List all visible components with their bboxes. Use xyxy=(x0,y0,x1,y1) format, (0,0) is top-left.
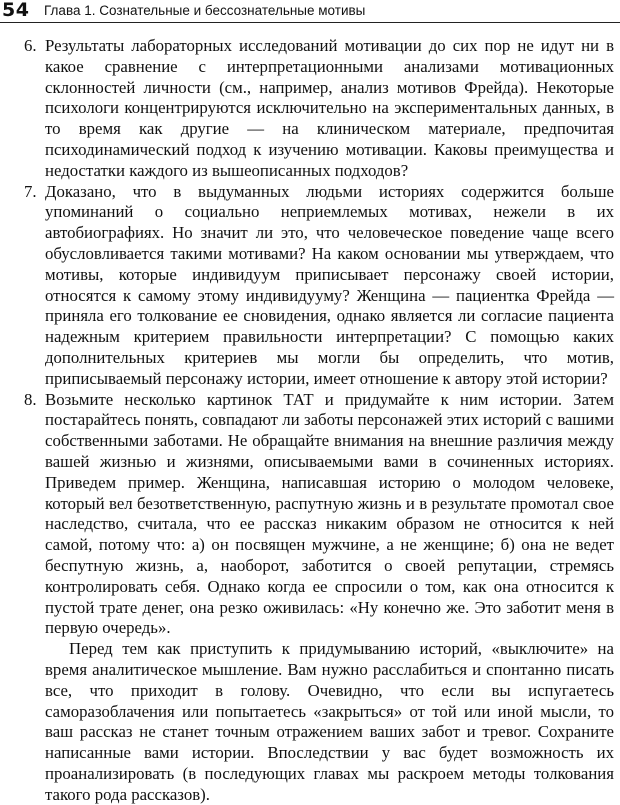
list-item-8 xyxy=(0,390,620,640)
paragraph-text: Перед тем как приступить к придумыванию историй, «выключите» на время аналитическое мышление. Вам нужно расслабиться и спонтанно писать все, что приходит в голову. Очевидно, что если вы испугаетесь саморазоблачения или попытаетесь «закрыться» от той или иной мысли, то ваш рассказ не станет точным отражением ваших забот и тревог. Сохраните написанные вами истории. Впоследствии у вас будет возможность их проанализировать (в последующих главах мы раскроем методы толкования такого рода рассказов). xyxy=(45,639,614,804)
item-number: 8. xyxy=(24,389,37,409)
item-text: Результаты лабораторных исследований мотивации до сих пор не идут ни в какое сравнение с интерпретационными анализами мотивационных склонностей личности (см., например, анализ мотивов Фрейда). Некоторые психологи концентрируются исключительно на экспериментальных данных, в то время как другие — на клиническом материале, предпочитая психодинамический подход к изучению мотивации. Каковы преимущества и недостатки каждого из вышеописанных подходов? xyxy=(45,36,614,180)
page-header xyxy=(0,0,620,23)
item-text: Доказано, что в выдуманных людьми историях содержится больше упоминаний о социально неприемлемых мотивах, нежели в их автобиографиях. Но значит ли это, что человеческое поведение чаще всего обусловливается такими мотивами? На каком основании мы утверждаем, что мотивы, которые индивидуум приписывает персонажу своей истории, относятся к самому этому индивидууму? Женщина — пациентка Фрейда — приняла его толкование ее сновидения, однако является ли согласие пациента надежным критерием правильности интерпретации? С помощью каких дополнительных критериев мы могли бы определить, что мотив, приписываемый персонажу истории, имеет отношение к автору этой истории? xyxy=(45,181,614,388)
closing-paragraph xyxy=(0,639,620,805)
list-item-6 xyxy=(0,36,620,182)
list-item-7 xyxy=(0,182,620,390)
page-number: 54 xyxy=(2,0,30,21)
page-body xyxy=(0,36,620,805)
item-text: Возьмите несколько картинок ТАТ и придумайте к ним истории. Затем постарайтесь понять, совпадают ли заботы персонажей этих историй с вашими собственными заботами. Не обращайте внимания на внешние различия между вашей жизнью и жизнями, описываемыми вами в сочиненных историях. Приведем пример. Женщина, написавшая историю о молодом человеке, который вел безответственную, распутную жизнь и в результате промотал свое наследство, считала, что ее рассказ никаким образом не относится к ней самой, потому что: а) он посвящен мужчине, а не женщине; б) она не ведет беспутную жизнь, а, наоборот, заботится о своей репутации, стремясь контролировать себя. Однако когда ее спросили о том, как она относится к пустой трате денег, она резко оживилась: «Ну конечно же. Это заботит меня в первую очередь». xyxy=(45,389,614,638)
item-number: 7. xyxy=(24,181,37,201)
item-number: 6. xyxy=(24,36,37,55)
running-title: Глава 1. Сознательные и бессознательные мотивы xyxy=(44,3,366,18)
